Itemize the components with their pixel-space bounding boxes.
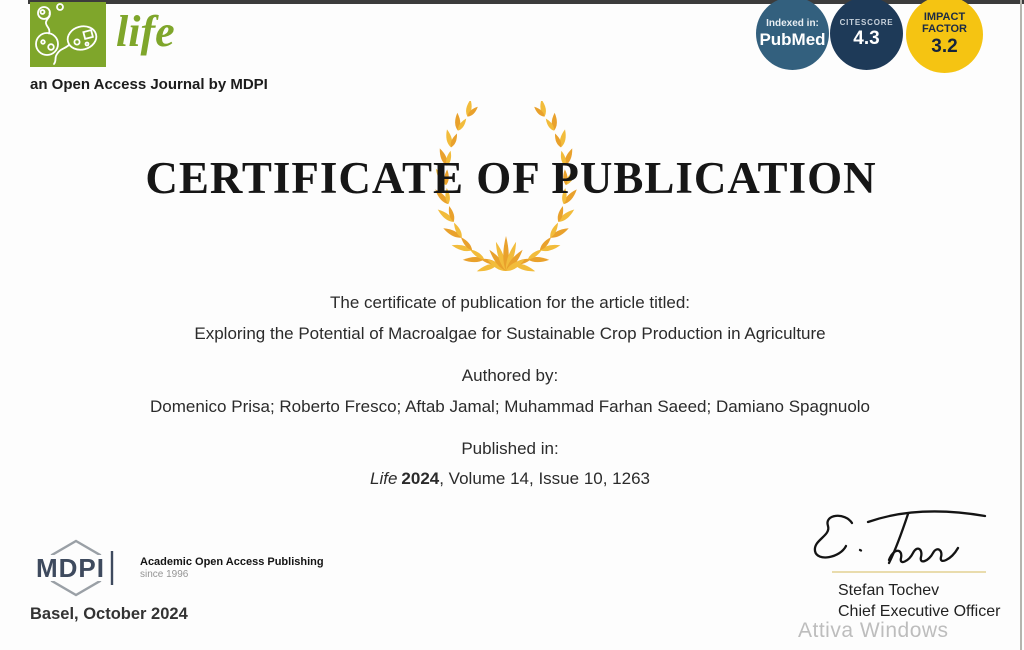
badge-indexed-pubmed: [756, 0, 829, 70]
place-and-date: Basel, October 2024: [30, 605, 188, 623]
publisher-since: since 1996: [140, 569, 189, 580]
badge-citescore: [830, 0, 903, 70]
badge-label: IMPACT FACTOR: [921, 11, 968, 35]
journal-title-italic: Life: [369, 469, 398, 488]
signature-handwriting: [800, 505, 1000, 575]
svg-text:MDPI: MDPI: [36, 553, 105, 583]
journal-logo: [30, 2, 175, 67]
intro-line: The certificate of publication for the article titled:: [329, 293, 690, 312]
certificate-title: CERTIFICATE OF PUBLICATION: [145, 153, 877, 203]
badge-impact-factor: [906, 0, 983, 73]
publication-details: , Volume 14, Issue 10, 1263: [439, 469, 650, 488]
badge-label: Indexed in:: [766, 17, 819, 29]
signatory-name: Stefan Tochev: [838, 582, 940, 599]
badge-value: PubMed: [759, 29, 826, 49]
publisher-tagline: Academic Open Access Publishing: [140, 556, 324, 568]
journal-tagline: an Open Access Journal by MDPI: [30, 76, 268, 93]
mdpi-logo: [28, 538, 278, 598]
window-right-edge: [1020, 0, 1022, 650]
signature-underline: [832, 571, 986, 573]
authors-line: Domenico Prisa; Roberto Fresco; Aftab Jamal; Muhammad Farhan Saeed; Damiano Spagnuolo: [149, 397, 871, 416]
journal-name: life: [116, 7, 175, 56]
activate-windows-watermark: Attiva Windows: [798, 619, 949, 642]
publication-reference: [0, 469, 1020, 489]
signatory-title: Chief Executive Officer: [838, 603, 1001, 620]
badge-value: 3.2: [931, 36, 958, 57]
publication-year: 2024: [401, 469, 440, 488]
published-in-label: Published in:: [461, 439, 559, 458]
authored-by-label: Authored by:: [461, 366, 559, 385]
article-title: Exploring the Potential of Macroalgae for Sustainable Crop Production in Agriculture: [194, 324, 826, 343]
badge-label: CITESCORE: [839, 17, 894, 27]
badge-value: 4.3: [853, 27, 880, 49]
life-cells-icon: [30, 2, 106, 67]
